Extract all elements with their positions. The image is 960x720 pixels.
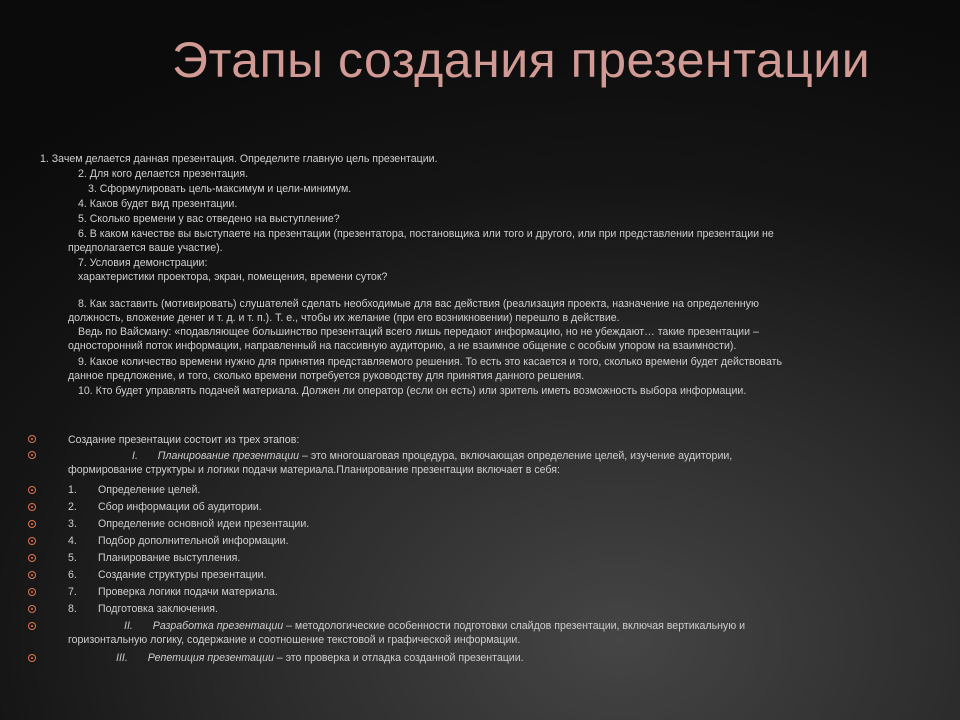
step-label: Определение целей.	[98, 484, 201, 496]
question-line: односторонний поток информации, направленный на пассивную аудиторию, а не взаимное общение с особым упором на взаимности).	[68, 340, 737, 352]
question-line: 9. Какое количество времени нужно для принятия представляемого решения. То есть это касается и того, сколько времени будет действовать	[78, 356, 782, 368]
question-line: должность, вложение денег и т. д. и т. п.). Т. е., чтобы их желание (при его возникновении) перешло в действие.	[68, 312, 620, 324]
bullet-icon	[28, 435, 36, 443]
step-label: Проверка логики подачи материала.	[98, 586, 278, 598]
question-line: Ведь по Вайсману: «подавляющее большинство презентаций всего лишь передают информацию, но не убеждают… такие презентации –	[78, 326, 759, 338]
stage-2-text-cont: горизонтальную логику, содержание и соотношение текстовой и графической информации.	[68, 634, 521, 646]
step-label: Подбор дополнительной информации.	[98, 535, 289, 547]
question-line: характеристики проектора, экран, помещения, времени суток?	[78, 271, 388, 283]
step-number: 7.	[68, 586, 77, 598]
step-number: 5.	[68, 552, 77, 564]
question-line: 7. Условия демонстрации:	[78, 257, 208, 269]
step-label: Планирование выступления.	[98, 552, 241, 564]
stage-1-heading	[132, 449, 732, 464]
stage-2-heading	[124, 619, 745, 634]
question-line: предполагается ваше участие).	[68, 242, 223, 254]
bullet-icon	[28, 605, 36, 613]
bullet-icon	[28, 654, 36, 662]
question-line: 8. Как заставить (мотивировать) слушателей сделать необходимые для вас действия (реализация проекта, назначение на определенную	[78, 298, 759, 310]
stage-1-numeral: I.	[132, 450, 138, 462]
stage-1-text: – это многошаговая процедура, включающая определение целей, изучение аудитории,	[299, 450, 733, 462]
stage-2-numeral: II.	[124, 620, 133, 632]
bullet-icon	[28, 486, 36, 494]
question-line: 10. Кто будет управлять подачей материала. Должен ли оператор (если он есть) или зритель иметь возможность выбора информации.	[78, 385, 747, 397]
bullet-icon	[28, 537, 36, 545]
step-number: 3.	[68, 518, 77, 530]
step-number: 6.	[68, 569, 77, 581]
question-line: 4. Каков будет вид презентации.	[78, 198, 238, 210]
question-line: 6. В каком качестве вы выступаете на презентации (презентатора, постановщика или того и другого, или при представлении презентации не	[78, 228, 774, 240]
question-line: 3. Сформулировать цель-максимум и цели-минимум.	[88, 183, 352, 195]
step-number: 4.	[68, 535, 77, 547]
step-label: Определение основной идеи презентации.	[98, 518, 310, 530]
question-line: данное предложение, и того, сколько времени потребуется руководству для принятия данного решения.	[68, 370, 585, 382]
slide-title: Этапы создания презентации	[172, 32, 871, 88]
stage-2-text: – методологические особенности подготовки слайдов презентации, включая вертикальную и	[283, 620, 746, 632]
step-label: Создание структуры презентации.	[98, 569, 267, 581]
bullet-icon	[28, 588, 36, 596]
step-label: Сбор информации об аудитории.	[98, 501, 262, 513]
bullet-icon	[28, 622, 36, 630]
question-line: 2. Для кого делается презентация.	[78, 168, 249, 180]
question-line: 1. Зачем делается данная презентация. Определите главную цель презентации.	[40, 153, 438, 165]
bullet-icon	[28, 503, 36, 511]
bullet-icon	[28, 554, 36, 562]
stages-intro: Создание презентации состоит из трех этапов:	[68, 434, 300, 446]
stage-2-name: Разработка презентации	[152, 620, 284, 632]
stage-3-name: Репетиция презентации	[147, 652, 274, 664]
stage-3-text: – это проверка и отладка созданной презентации.	[273, 652, 524, 664]
stage-3-numeral: III.	[116, 652, 128, 664]
stage-1-text-cont: формирование структуры и логики подачи материала.Планирование презентации включает в себя:	[68, 464, 560, 476]
bullet-icon	[28, 520, 36, 528]
bullet-icon	[28, 571, 36, 579]
step-number: 1.	[68, 484, 77, 496]
stage-1-name: Планирование презентации	[157, 450, 300, 462]
stage-3-heading	[116, 651, 524, 666]
step-number: 2.	[68, 501, 77, 513]
question-line: 5. Сколько времени у вас отведено на выступление?	[78, 213, 340, 225]
step-number: 8.	[68, 603, 77, 615]
step-label: Подготовка заключения.	[98, 603, 218, 615]
bullet-icon	[28, 451, 36, 459]
